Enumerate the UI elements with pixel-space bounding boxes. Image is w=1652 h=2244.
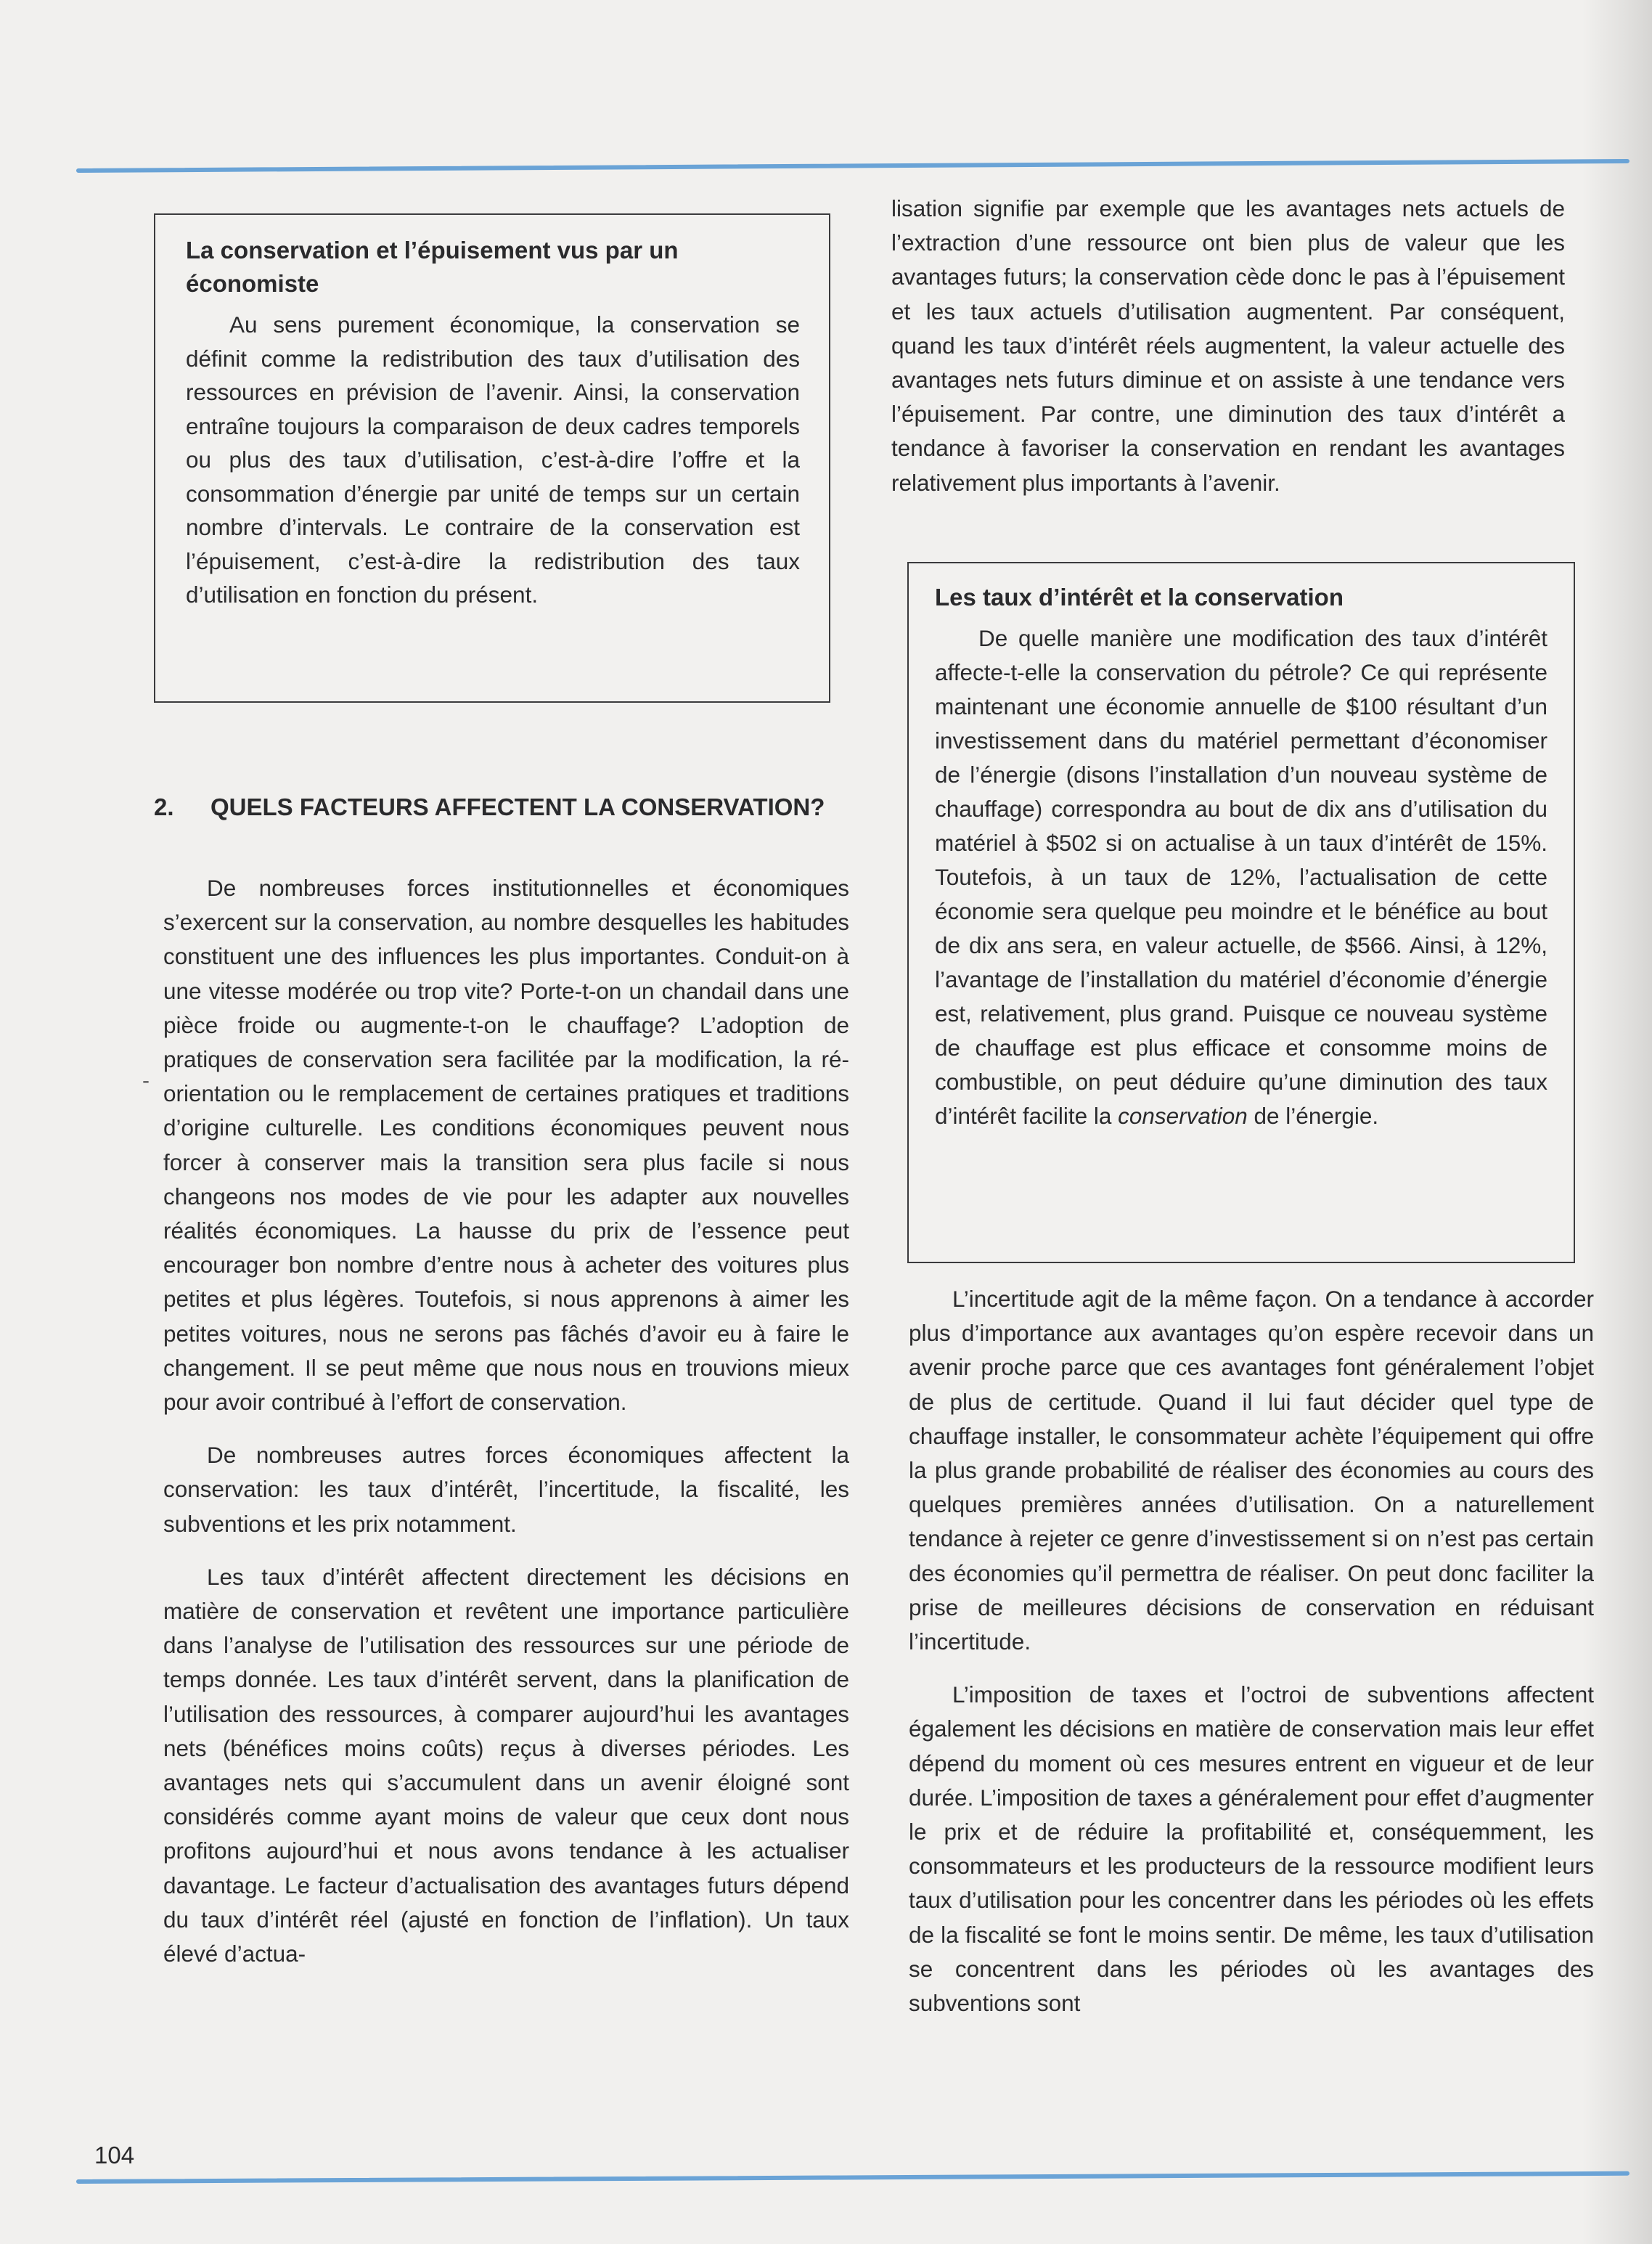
paragraph: De nombreuses autres forces économiques affectent la conservation: les taux d’intérêt, l’incertitude, la fiscalité, les subventions et les prix notamment. <box>163 1442 849 1537</box>
paragraph: L’imposition de taxes et l’octroi de subventions affectent également les décisions en matière de conservation mais leur effet dépend du moment où ces mesures entrent en vigueur et de leur durée. L’imposition de taxes a généralement pour effet d’augmenter le prix et de réduire la profitabilité et, conséquemment, les consommateurs et les producteurs de la ressource modifient leurs taux d’utilisation pour les concentrer dans les périodes où les effets de la fiscalité se font le moins sentir. De même, les taux d’utilisation se concentrent dans les périodes où les avantages des subventions sont <box>909 1681 1594 2017</box>
paragraph: lisation signifie par exemple que les avantages nets actuels de l’extraction d’une ressource ont bien plus de valeur que les avantages futurs; la conservation cède donc le pas à l’épuisement et les taux actuels d’utilisation augmentent. Par conséquent, quand les taux d’intérêt réels augmentent, la valeur actuelle des avantages nets futurs diminue et on assiste à une tendance vers l’épuisement. Par contre, une diminution des taux d’intérêt a tendance à favoriser la conservation en rendant les avantages relativement plus importants à l’avenir. <box>891 195 1565 496</box>
right-column-top <box>891 192 1565 500</box>
paragraph: De nombreuses forces institutionnelles et économiques s’exercent sur la conservation, au nombre desquelles les habitudes constituent une des influences les plus importantes. Conduit-on à une vitesse modérée ou trop vite? Porte-t-on un chandail dans une pièce froide ou augmente-t-on le chauffage? L’adoption de pratiques de conservation sera facilitée par la modification, la ré-orientation ou le remplacement de certaines pratiques et traditions d’origine culturelle. Les conditions économiques peuvent nous forcer à conserver mais la transition sera plus facile si nous changeons nos modes de vie pour les adapter aux nouvelles réalités économiques. La hausse du prix de l’essence peut encourager bon nombre d’entre nous à acheter des voitures plus petites et plus légères. Toutefois, si nous apprenons à aimer les petites voitures, nous ne serons pas fâchés d’avoir eu à faire le changement. Il se peut même que nous nous en trouvions mieux pour avoir contribué à l’effort de conservation. <box>163 875 849 1416</box>
paragraph: Les taux d’intérêt affectent directement les décisions en matière de conservation et revêtent une importance particulière dans l’analyse de l’utilisation des ressources sur une période de temps donnée. Les taux d’intérêt servent, dans la planification de l’utilisation des ressources, à comparer aujourd’hui les avantages nets (bénéfices moins coûts) reçus à diverses périodes. Les avantages nets qui s’accumulent dans un avenir éloigné sont considérés comme ayant moins de valeur que ceux dont nous profitons aujourd’hui et nous avons tendance à les actualiser davantage. Le facteur d’actualisation des avantages futurs dépend du taux d’intérêt réel (ajusté en fonction de l’inflation). Un taux élevé d’actua- <box>163 1563 849 1967</box>
economist-sidebar-box <box>154 213 830 703</box>
section-number: 2. <box>154 793 174 820</box>
section-heading <box>154 790 851 825</box>
page-number: 104 <box>94 2142 135 2168</box>
box-body-text: De quelle manière une modification des taux d’intérêt affecte-t-elle la conservation du pétrole? Ce qui représente maintenant une économie annuelle de $100 résultant d’un investissement dans du matériel permettant d’économiser de l’énergie (disons l’installation d’un nouveau système de chauffage) correspondra au bout de dix ans d’utilisation du matériel à $502 si on actualise à un taux d’intérêt de 15%. Toutefois, à un taux de 12%, l’actualisation de cette économie sera quelque peu moindre et le bénéfice au bout de dix ans sera, en valeur actuelle, de $566. Ainsi, à 12%, l’avantage de l’installation du matériel d’économie d’énergie est, relativement, plus grand. Puisque ce nouveau système de chauffage est plus efficace et consomme moins de combustible, on peut déduire qu’une diminution des taux d’intérêt facilite la <box>935 625 1547 1129</box>
emphasis-word: conservation <box>1118 1103 1248 1129</box>
section-title: QUELS FACTEURS AFFECTENT LA CONSERVATION? <box>210 793 825 820</box>
box-body: Au sens purement économique, la conservation se définit comme la redistribution des taux d’utilisation des ressources en prévision de l’avenir. Ainsi, la conservation entraîne toujours la comparaison de deux cadres temporels ou plus des taux d’utilisation, c’est-à-dire l’offre et la consommation d’énergie par unité de temps sur un certain nombre d’intervals. Le contraire de la conservation est l’épuisement, c’est-à-dire la redistribution des taux d’utilisation en fonction du présent. <box>186 311 800 608</box>
top-rule <box>76 159 1629 173</box>
box-body-text-end: de l’énergie. <box>1254 1103 1379 1129</box>
margin-mark: - <box>142 1069 150 1093</box>
box-title: La conservation et l’épuisement vus par un économiste <box>186 237 679 297</box>
left-column <box>163 871 849 1971</box>
box-title: Les taux d’intérêt et la conservation <box>935 584 1344 611</box>
bottom-rule <box>76 2171 1629 2184</box>
right-column-bottom <box>909 1282 1594 2020</box>
box-body <box>935 621 1547 1133</box>
interest-rates-sidebar-box <box>907 562 1575 1263</box>
paragraph: L’incertitude agit de la même façon. On a tendance à accorder plus d’importance aux avantages qu’on espère recevoir dans un avenir proche parce que ces avantages font généralement l’objet de plus de certitude. Quand il lui faut décider quel type de chauffage installer, le consommateur achète l’équipement qui offre la plus grande probabilité de réaliser des économies au cours des quelques premières années d’utilisation. On a naturellement tendance à rejeter ce genre d’investissement si on n’est pas certain des économies qu’il permettra de réaliser. On peut donc faciliter la prise de meilleures décisions de conservation en réduisant l’incertitude. <box>909 1286 1594 1655</box>
